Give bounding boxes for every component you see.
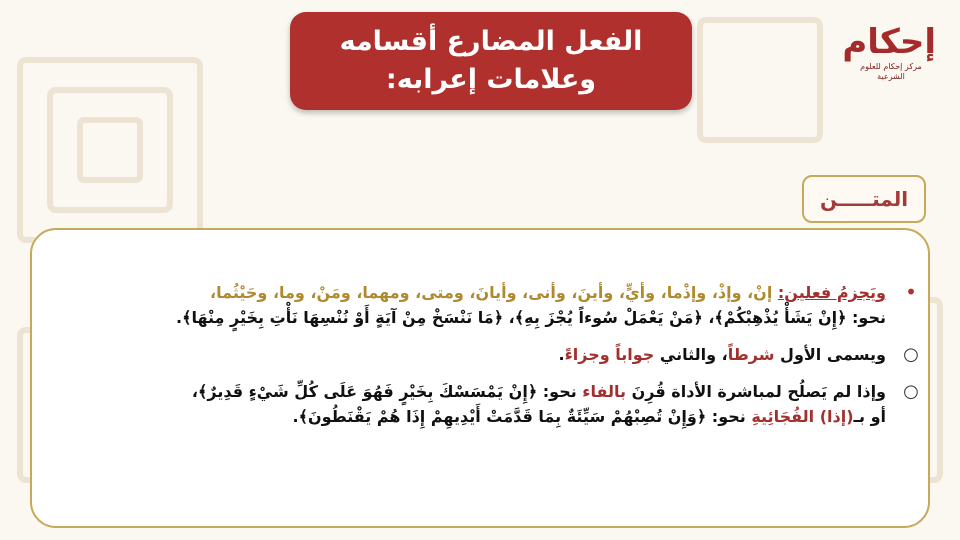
section-tab-matn bbox=[802, 175, 926, 223]
bullet-marker: • bbox=[905, 280, 917, 304]
highlight-text: بالفاء bbox=[582, 382, 627, 401]
plain-text: وإذا لم يَصلُح لمباشرة الأداة قُرِنَ bbox=[626, 382, 886, 401]
item-line bbox=[56, 404, 886, 429]
title-line-2: وعلامات إعرابه: bbox=[385, 64, 597, 95]
plain-text: أو بـ bbox=[853, 407, 886, 426]
title-line-1: الفعل المضارع أقسامه bbox=[339, 26, 643, 57]
list-item bbox=[56, 342, 926, 367]
logo bbox=[842, 22, 936, 92]
lead-text: ويَجزمُ فعلين: bbox=[777, 283, 886, 302]
circle-marker: ○ bbox=[903, 344, 919, 365]
logo-mark: إحكام bbox=[842, 22, 936, 62]
content-list bbox=[56, 280, 926, 429]
highlight-text: (إذا) الفُجَائِيةِ bbox=[751, 407, 854, 426]
plain-text: نحو: ﴿إِنْ يَمْسَسْكَ بِخَيْرٍ فَهُوَ عَلَى كُلِّ شَيْءٍ قَدِيرٌ﴾، bbox=[191, 382, 583, 401]
circle-marker: ○ bbox=[903, 381, 919, 402]
highlight-text: شرطاً bbox=[727, 345, 775, 364]
list-item bbox=[56, 280, 926, 330]
highlight-text: جواباً وجزاءً bbox=[564, 345, 655, 364]
section-tab-label: المتـــــن bbox=[819, 187, 909, 211]
item-line bbox=[56, 342, 886, 367]
tools-text: إنْ، وإذْ، وإذْما، وأيٍّ، وأينَ، وأنى، وأيانَ، ومتى، ومهما، ومَنْ، وما، وحَيْثُما، bbox=[210, 283, 778, 302]
plain-text: ، والثاني bbox=[654, 345, 728, 364]
plain-text: ويسمى الأول bbox=[774, 345, 886, 364]
item-line bbox=[56, 280, 886, 305]
list-item bbox=[56, 379, 926, 429]
slide-title bbox=[290, 12, 692, 110]
logo-subtitle: مركز إحكام للعلوم الشرعية bbox=[860, 62, 922, 81]
plain-text: . bbox=[558, 345, 565, 364]
item-line bbox=[56, 379, 886, 404]
plain-text: نحو: ﴿وَإِنْ تُصِبْهُمْ سَيِّئَةٌ بِمَا قَدَّمَتْ أَيْدِيهِمْ إِذَا هُمْ يَقْنَطُونَ﴾. bbox=[292, 407, 752, 426]
example-text: نحو: ﴿إِنْ يَشَأْ يُذْهِبْكُمْ﴾، ﴿مَنْ يَعْمَلْ سُوءاً يُجْزَ بِهِ﴾، ﴿مَا نَنْسَخْ مِنْ آيَةٍ أَوْ نُنْسِهَا نَأْتِ بِخَيْرٍ مِنْهَا﴾. bbox=[175, 308, 886, 327]
